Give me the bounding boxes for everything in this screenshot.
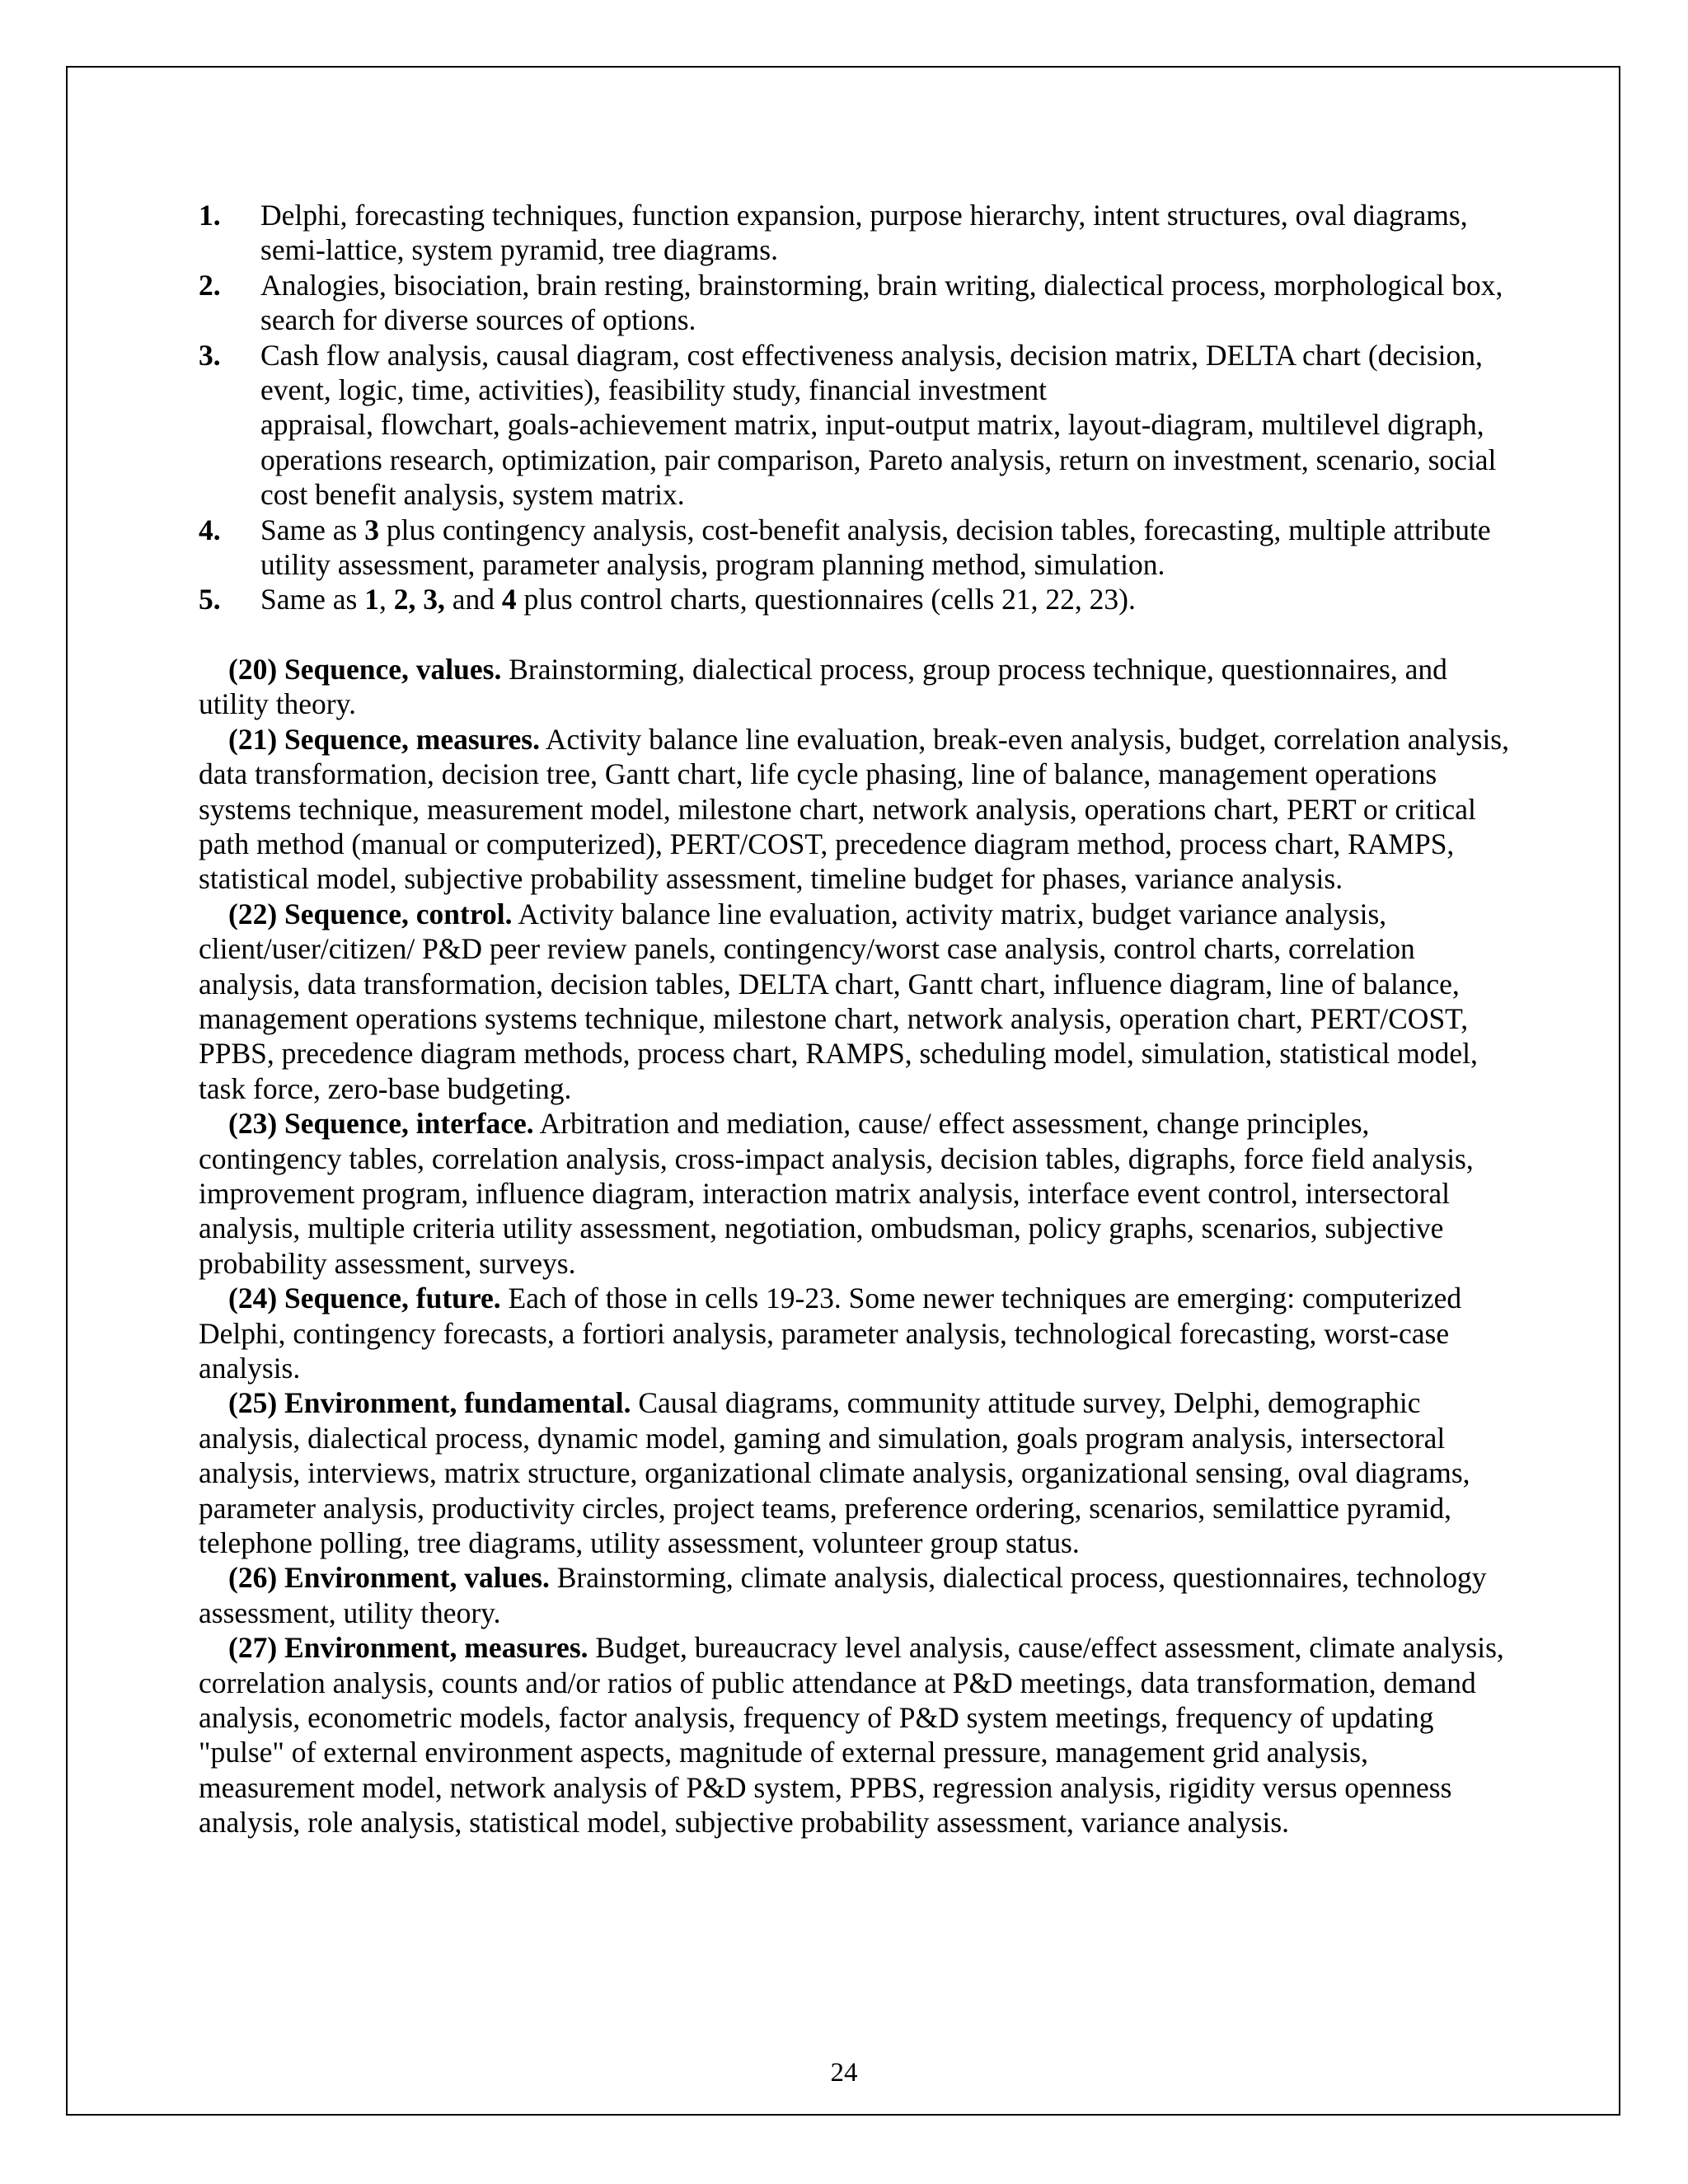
- item-reference: 3: [364, 513, 379, 546]
- item-reference: 1: [364, 583, 379, 616]
- list-item-text: plus control charts, questionnaires (cells 21, 22, 23).: [516, 583, 1136, 616]
- cell-paragraph-22: [199, 897, 1513, 1106]
- list-item-text: Same as: [260, 583, 365, 616]
- numbered-list: [199, 198, 1513, 617]
- cell-paragraph-23: [199, 1106, 1513, 1281]
- cell-label: (25) Environment, fundamental.: [228, 1386, 631, 1420]
- cell-text: Brainstorming, dialectical process, group process technique, questionnaires, and utility theory.: [199, 652, 1447, 721]
- cell-label: (20) Sequence, values.: [228, 652, 502, 686]
- list-item-text: Analogies, bisociation, brain resting, brainstorming, brain writing, dialectical process, morphological box, search for diverse sources of options.: [260, 268, 1503, 337]
- item-reference: 2, 3,: [393, 583, 445, 616]
- cell-paragraph-26: [199, 1560, 1513, 1630]
- list-item-text: ,: [378, 583, 394, 616]
- list-item-number: 1.: [199, 199, 221, 232]
- list-item-text: and: [444, 583, 502, 616]
- cell-label: (21) Sequence, measures.: [228, 722, 540, 756]
- list-item: [199, 513, 1513, 583]
- cell-label: (26) Environment, values.: [228, 1561, 550, 1595]
- cell-label: (23) Sequence, interface.: [228, 1107, 534, 1141]
- list-item: [199, 198, 1513, 268]
- cell-text: Arbitration and mediation, cause/ effect assessment, change principles, contingency tables, correlation analysis, cross-impact analysis, decision tables, digraphs, force field analysis, improvement program, influence diagram, interaction matrix analysis, interface event control, intersectoral analysis, multiple criteria utility assessment, negotiation, ombudsman, policy graphs, scenarios, subjective probability assessment, surveys.: [199, 1107, 1474, 1280]
- cell-paragraph-20: [199, 652, 1513, 722]
- cell-paragraph-27: [199, 1630, 1513, 1840]
- section-gap: [199, 617, 1513, 652]
- cell-label: (24) Sequence, future.: [228, 1282, 501, 1315]
- cell-paragraph-24: [199, 1281, 1513, 1385]
- list-item-text: plus contingency analysis, cost-benefit analysis, decision tables, forecasting, multiple attribute utility assessment, parameter analysis, program planning method, simulation.: [260, 513, 1491, 582]
- list-item-text: appraisal, flowchart, goals-achievement matrix, input-output matrix, layout-diagram, multilevel digraph, operations research, optimization, pair comparison, Pareto analysis, return on investment, scenario, social cost benefit analysis, system matrix.: [260, 408, 1497, 512]
- list-item-number: 4.: [199, 513, 221, 546]
- cell-paragraph-25: [199, 1385, 1513, 1560]
- list-item-number: 2.: [199, 268, 221, 302]
- list-item-text: Same as: [260, 513, 365, 546]
- cell-text: Budget, bureaucracy level analysis, cause/effect assessment, climate analysis, correlation analysis, counts and/or ratios of public attendance at P&D meetings, data transformation, demand analysis, econometric models, factor analysis, frequency of P&D system meetings, frequency of updating "pulse" of external environment aspects, magnitude of external pressure, management grid analysis, measurement model, network analysis of P&D system, PPBS, regression analysis, rigidity versus openness analysis, role analysis, statistical model, subjective probability assessment, variance analysis.: [199, 1631, 1504, 1840]
- cell-text: Activity balance line evaluation, break-even analysis, budget, correlation analysis, data transformation, decision tree, Gantt chart, life cycle phasing, line of balance, management operations systems technique, measurement model, milestone chart, network analysis, operations chart, PERT or critical path method (manual or computerized), PERT/COST, precedence diagram method, process chart, RAMPS, statistical model, subjective probability assessment, timeline budget for phases, variance analysis.: [199, 722, 1509, 896]
- cell-label: (22) Sequence, control.: [228, 897, 513, 930]
- cell-text: Causal diagrams, community attitude survey, Delphi, demographic analysis, dialectical process, dynamic model, gaming and simulation, goals program analysis, intersectoral analysis, interviews, matrix structure, organizational climate analysis, organizational sensing, oval diagrams, parameter analysis, productivity circles, project teams, preference ordering, scenarios, semilattice pyramid, telephone polling, tree diagrams, utility assessment, volunteer group status.: [199, 1386, 1470, 1560]
- page-number: 24: [830, 2058, 858, 2088]
- cell-text: Brainstorming, climate analysis, dialectical process, questionnaires, technology assessment, utility theory.: [199, 1561, 1487, 1629]
- cell-text: Activity balance line evaluation, activity matrix, budget variance analysis, client/user/citizen/ P&D peer review panels, contingency/worst case analysis, control charts, correlation analysis, data transformation, decision tables, DELTA chart, Gantt chart, influence diagram, line of balance, management operations systems technique, milestone chart, network analysis, operation chart, PERT/COST, PPBS, precedence diagram methods, process chart, RAMPS, scheduling model, simulation, statistical model, task force, zero-base budgeting.: [199, 897, 1478, 1105]
- cell-label: (27) Environment, measures.: [228, 1631, 588, 1665]
- list-item: [199, 582, 1513, 616]
- cell-text: Each of those in cells 19-23. Some newer techniques are emerging: computerized Delphi, contingency forecasts, a fortiori analysis, parameter analysis, technological forecasting, worst-case analysis.: [199, 1282, 1462, 1385]
- list-item-text: Cash flow analysis, causal diagram, cost effectiveness analysis, decision matrix, DELTA chart (decision, event, logic, time, activities), feasibility study, financial investment: [260, 338, 1483, 407]
- page-body: [199, 198, 1513, 1840]
- list-item: [199, 268, 1513, 338]
- cell-paragraph-21: [199, 722, 1513, 897]
- list-item: [199, 338, 1513, 513]
- list-item-number: 5.: [199, 583, 221, 616]
- list-item-number: 3.: [199, 338, 221, 372]
- item-reference: 4: [501, 583, 517, 616]
- list-item-text: Delphi, forecasting techniques, function expansion, purpose hierarchy, intent structures, oval diagrams, semi-lattice, system pyramid, tree diagrams.: [260, 199, 1468, 267]
